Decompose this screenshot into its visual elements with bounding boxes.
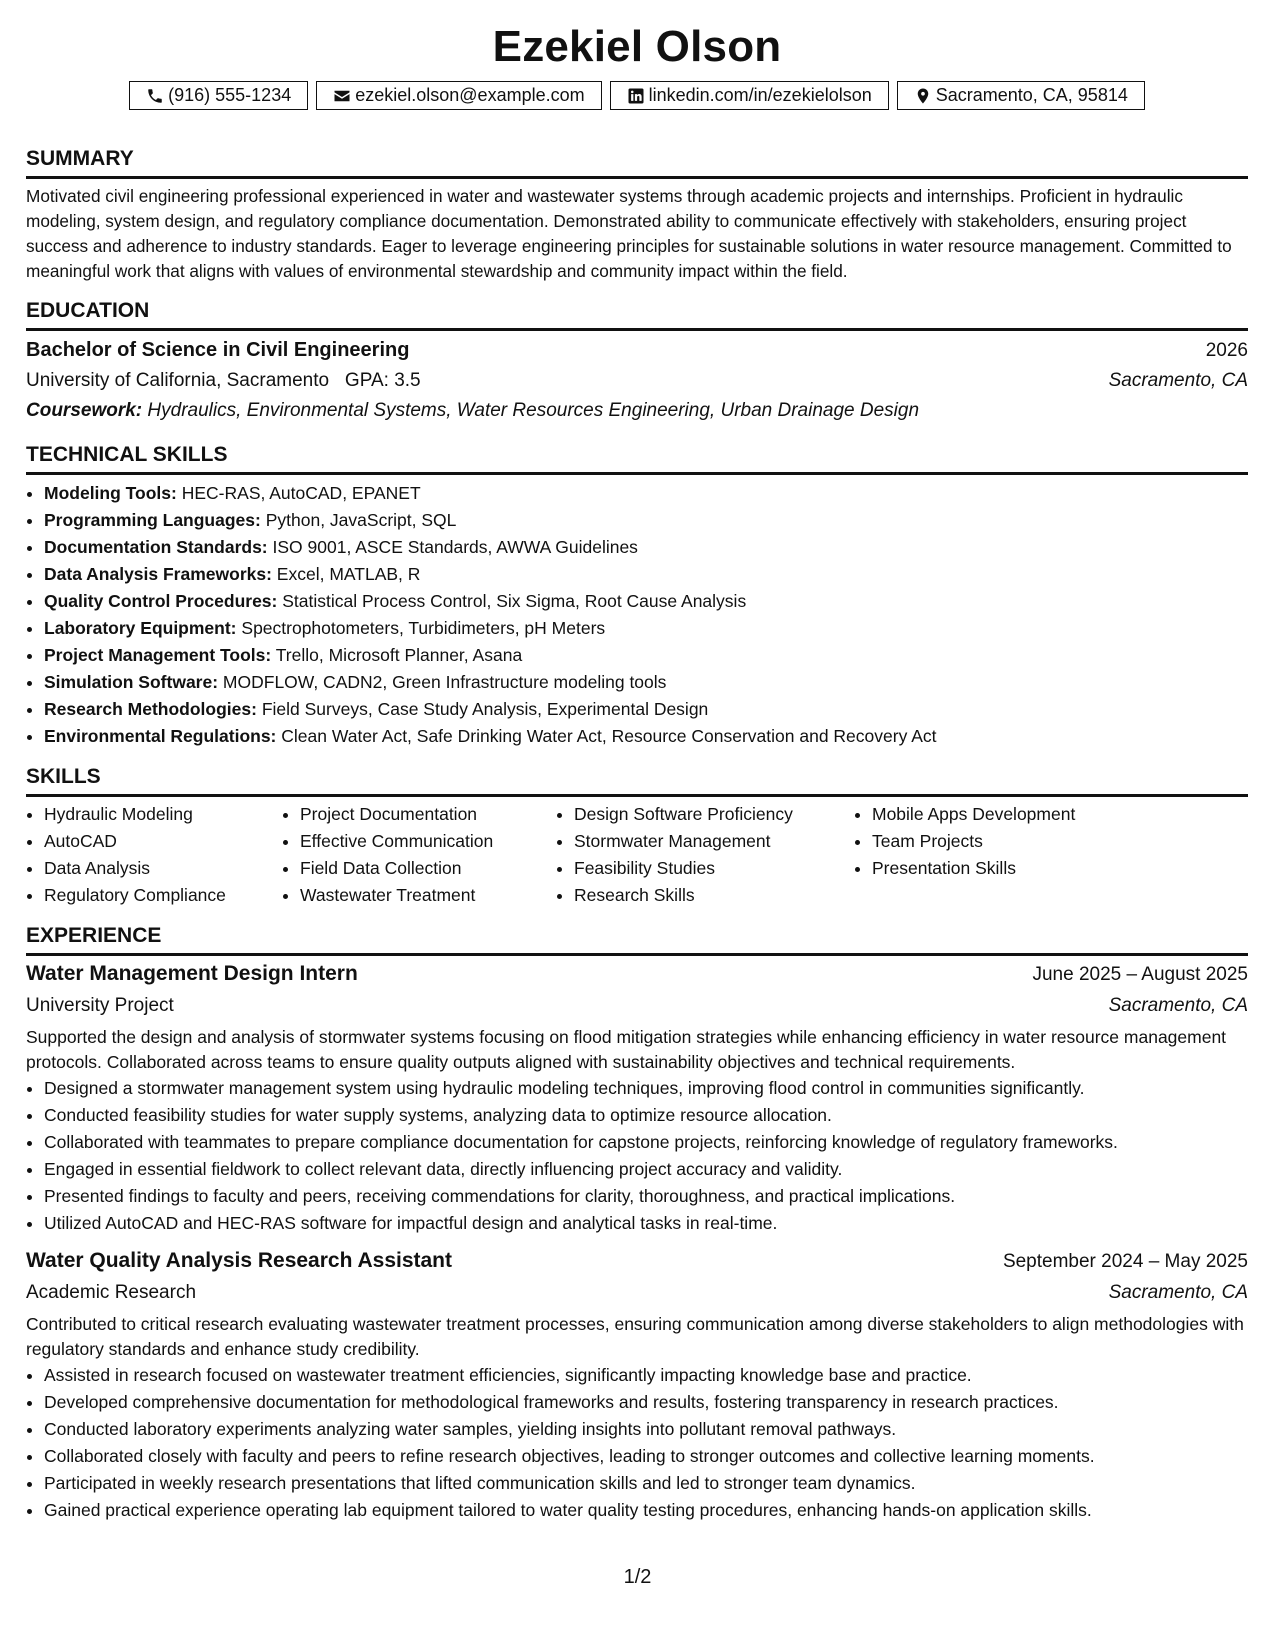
technical-skills-section	[26, 442, 1248, 750]
skills-heading: SKILLS	[26, 764, 1248, 797]
job-org: University Project	[26, 995, 174, 1016]
education-heading: EDUCATION	[26, 298, 1248, 331]
gpa: GPA: 3.5	[344, 370, 421, 391]
coursework-line	[26, 396, 1248, 426]
summary-heading: SUMMARY	[26, 146, 1248, 179]
coursework-label: Coursework:	[26, 400, 143, 421]
education-section	[26, 298, 1248, 426]
linkedin-icon	[627, 87, 645, 105]
skills-grid	[26, 801, 1248, 909]
list-item: • Designed a stormwater management system using hydraulic modeling techniques, improving flood control in communities significantly.	[44, 1075, 1248, 1102]
list-item: • Regulatory Compliance	[44, 882, 282, 909]
contact-linkedin[interactable]	[610, 81, 889, 110]
job-org: Academic Research	[26, 1282, 197, 1303]
list-item: • Utilized AutoCAD and HEC-RAS software for impactful design and analytical tasks in real-time.	[44, 1210, 1248, 1237]
phone-text: (916) 555-1234	[168, 85, 292, 105]
degree-row	[26, 335, 1248, 366]
list-item: • Participated in weekly research presentations that lifted communication skills and led to stronger team dynamics.	[44, 1470, 1248, 1497]
summary-section	[26, 146, 1248, 284]
list-item: • Stormwater Management	[574, 828, 854, 855]
job-subheader	[26, 991, 1248, 1021]
job-description: Supported the design and analysis of stormwater systems focusing on flood mitigation strategies while enhancing efficiency in water resource management protocols. Collaborated across teams to ensure quality outputs aligned with sustainability objectives and technical requirements.	[26, 1027, 1227, 1072]
list-item: • Presentation Skills	[872, 855, 1132, 882]
location-text: Sacramento, CA, 95814	[935, 85, 1128, 105]
job-title: Water Management Design Intern	[26, 962, 358, 985]
list-item: • Effective Communication	[300, 828, 556, 855]
contact-bar	[26, 81, 1248, 110]
list-item: • Data Analysis	[44, 855, 282, 882]
job-entry	[26, 958, 1248, 1237]
list-item: • Data Analysis Frameworks: Excel, MATLAB, R	[44, 561, 1248, 588]
job-subheader	[26, 1278, 1248, 1308]
job-dates: June 2025 – August 2025	[1032, 964, 1248, 985]
job-location: Sacramento, CA	[1108, 1282, 1248, 1303]
contact-phone[interactable]	[129, 81, 308, 110]
skills-column-3	[556, 801, 854, 909]
contact-location	[897, 81, 1145, 110]
list-item: • Design Software Proficiency	[574, 801, 854, 828]
job-location: Sacramento, CA	[1108, 995, 1248, 1016]
skills-section	[26, 764, 1248, 909]
job-header	[26, 958, 1248, 991]
list-item: • Research Skills	[574, 882, 854, 909]
email-text: ezekiel.olson@example.com	[355, 85, 585, 105]
phone-icon	[146, 87, 164, 105]
technical-skills-list	[26, 480, 1248, 750]
school-row	[26, 366, 1248, 396]
list-item: • Gained practical experience operating lab equipment tailored to water quality testing procedures, enhancing hands-on application skills.	[44, 1497, 1248, 1524]
summary-text: Motivated civil engineering professional experienced in water and wastewater systems through academic projects and internships. Proficient in hydraulic modeling, system design, and regulatory compliance documentation. Demonstrated ability to communicate effectively with stakeholders, ensuring project success and adherence to industry standards. Eager to leverage engineering principles for sustainable solutions in water resource management. Committed to meaningful work that aligns with values of environmental stewardship and community impact within the field.	[26, 186, 1232, 281]
job-header	[26, 1245, 1248, 1278]
envelope-icon	[333, 87, 351, 105]
experience-heading: EXPERIENCE	[26, 923, 1248, 956]
experience-section	[26, 923, 1248, 1524]
list-item: • Collaborated closely with faculty and peers to refine research objectives, leading to stronger outcomes and collective learning moments.	[44, 1443, 1248, 1470]
list-item: • Laboratory Equipment: Spectrophotometers, Turbidimeters, pH Meters	[44, 615, 1248, 642]
list-item: • Documentation Standards: ISO 9001, ASCE Standards, AWWA Guidelines	[44, 534, 1248, 561]
list-item: • Developed comprehensive documentation for methodological frameworks and results, fostering transparency in research practices.	[44, 1389, 1248, 1416]
school-line	[26, 366, 421, 396]
job-title: Water Quality Analysis Research Assistant	[26, 1249, 452, 1272]
list-item: • Environmental Regulations: Clean Water Act, Safe Drinking Water Act, Resource Conservation and Recovery Act	[44, 723, 1248, 750]
list-item: • Quality Control Procedures: Statistical Process Control, Six Sigma, Root Cause Analysis	[44, 588, 1248, 615]
list-item: • Conducted laboratory experiments analyzing water samples, yielding insights into pollutant removal pathways.	[44, 1416, 1248, 1443]
coursework-list: Hydraulics, Environmental Systems, Water Resources Engineering, Urban Drainage Design	[147, 400, 920, 421]
skills-column-2	[282, 801, 556, 909]
list-item: • AutoCAD	[44, 828, 282, 855]
resume-page	[26, 20, 1248, 1524]
technical-skills-heading: TECHNICAL SKILLS	[26, 442, 1248, 475]
school-location: Sacramento, CA	[1108, 370, 1248, 391]
job-bullets	[26, 1075, 1248, 1237]
contact-email[interactable]	[316, 81, 601, 110]
list-item: • Assisted in research focused on wastewater treatment efficiencies, significantly impacting knowledge base and practice.	[44, 1362, 1248, 1389]
list-item: • Simulation Software: MODFLOW, CADN2, Green Infrastructure modeling tools	[44, 669, 1248, 696]
job-bullets	[26, 1362, 1248, 1524]
graduation-year: 2026	[1205, 340, 1248, 361]
degree-title: Bachelor of Science in Civil Engineering	[26, 339, 410, 361]
list-item: • Engaged in essential fieldwork to collect relevant data, directly influencing project accuracy and validity.	[44, 1156, 1248, 1183]
list-item: • Conducted feasibility studies for water supply systems, analyzing data to optimize resource allocation.	[44, 1102, 1248, 1129]
list-item: • Feasibility Studies	[574, 855, 854, 882]
candidate-name: Ezekiel Olson	[492, 22, 782, 71]
list-item: • Team Projects	[872, 828, 1132, 855]
skills-column-4	[854, 801, 1132, 909]
page-number: 1/2	[623, 1566, 652, 1588]
map-pin-icon	[914, 87, 932, 105]
linkedin-text: linkedin.com/in/ezekielolson	[648, 85, 872, 105]
list-item: • Programming Languages: Python, JavaScript, SQL	[44, 507, 1248, 534]
list-item: • Modeling Tools: HEC-RAS, AutoCAD, EPANET	[44, 480, 1248, 507]
job-dates: September 2024 – May 2025	[1002, 1251, 1248, 1272]
list-item: • Field Data Collection	[300, 855, 556, 882]
list-item: • Presented findings to faculty and peers, receiving commendations for clarity, thoroughness, and practical implications.	[44, 1183, 1248, 1210]
list-item: • Project Management Tools: Trello, Microsoft Planner, Asana	[44, 642, 1248, 669]
skills-column-1	[26, 801, 282, 909]
list-item: • Hydraulic Modeling	[44, 801, 282, 828]
list-item: • Wastewater Treatment	[300, 882, 556, 909]
school-name: University of California, Sacramento	[26, 370, 330, 391]
job-entry	[26, 1245, 1248, 1524]
list-item: • Project Documentation	[300, 801, 556, 828]
list-item: • Collaborated with teammates to prepare compliance documentation for capstone projects, reinforcing knowledge of regulatory frameworks.	[44, 1129, 1248, 1156]
job-description: Contributed to critical research evaluating wastewater treatment processes, ensuring communication among diverse stakeholders to align methodologies with regulatory standards and enhance study credibility.	[26, 1314, 1244, 1359]
list-item: • Research Methodologies: Field Surveys, Case Study Analysis, Experimental Design	[44, 696, 1248, 723]
list-item: • Mobile Apps Development	[872, 801, 1132, 828]
